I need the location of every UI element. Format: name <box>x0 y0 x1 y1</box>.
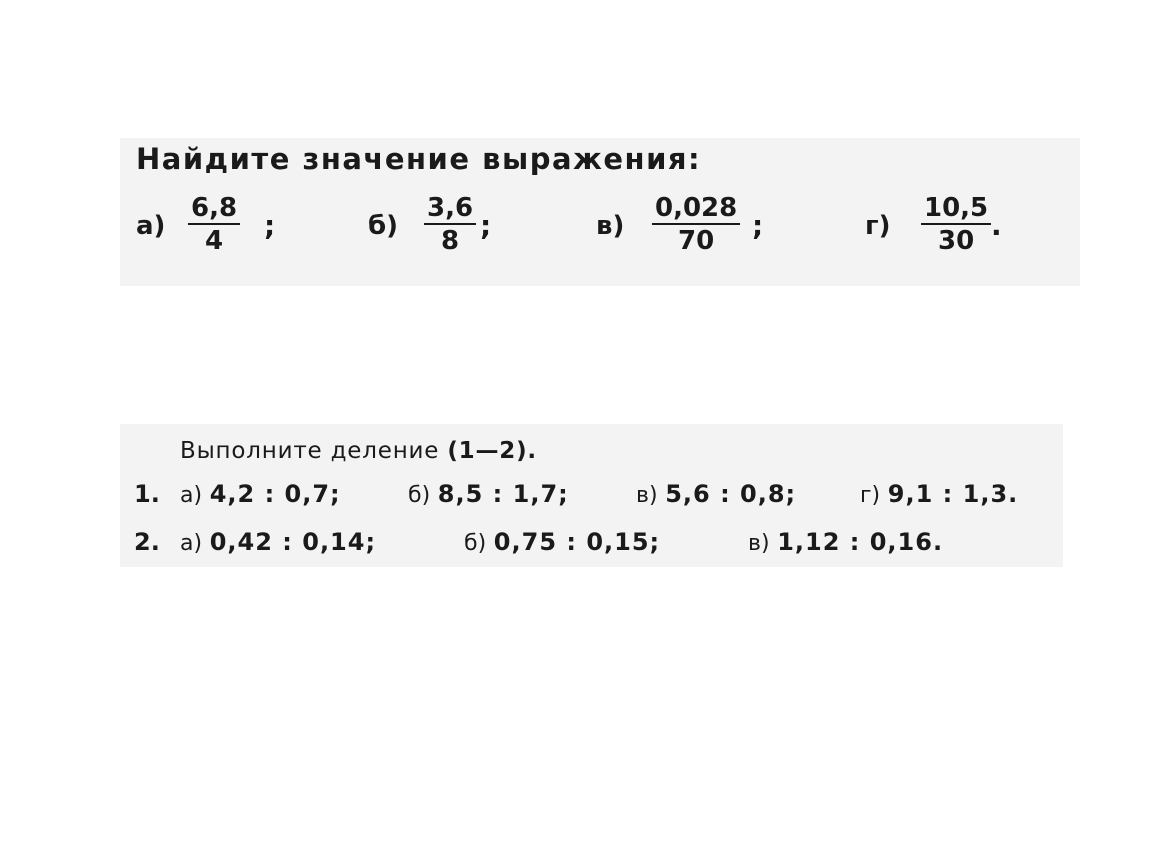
exercise-item <box>464 528 660 556</box>
item-expression: 0,75 : 0,15; <box>493 528 661 556</box>
item-expression: 4,2 : 0,7; <box>209 480 341 508</box>
fraction <box>424 193 476 257</box>
numerator: 0,028 <box>655 193 738 223</box>
item-expression: 5,6 : 0,8; <box>665 480 797 508</box>
item-label: а) <box>136 211 166 241</box>
denominator: 8 <box>440 226 460 256</box>
item-label: г) <box>865 211 891 241</box>
punctuation: ; <box>752 209 764 242</box>
item-label: б) <box>408 483 431 508</box>
task-division-title <box>180 438 537 464</box>
denominator: 70 <box>678 226 715 256</box>
exercise-row-1 <box>120 480 1063 512</box>
numerator: 6,8 <box>191 193 238 223</box>
numerator: 10,5 <box>924 193 989 223</box>
row-number: 2. <box>134 528 160 556</box>
item-expression: 0,42 : 0,14; <box>209 528 377 556</box>
exercise-item <box>180 528 376 556</box>
item-expression: 8,5 : 1,7; <box>437 480 569 508</box>
exercise-row-2 <box>120 528 1063 560</box>
item-label: б) <box>464 531 487 556</box>
item-expression: 1,12 : 0,16. <box>777 528 944 556</box>
task-fractions-title: Найдите значение выражения: <box>136 142 702 176</box>
punctuation: ; <box>264 209 276 242</box>
numerator: 3,6 <box>427 193 474 223</box>
task-fractions-block <box>120 138 1080 286</box>
item-label: в) <box>596 211 625 241</box>
fraction <box>921 193 991 257</box>
item-label: в) <box>748 531 770 556</box>
exercise-item <box>860 480 1018 508</box>
exercise-item <box>748 528 943 556</box>
item-label: а) <box>180 483 203 508</box>
item-label: г) <box>860 483 881 508</box>
denominator: 4 <box>204 226 224 256</box>
exercise-item <box>636 480 796 508</box>
punctuation: ; <box>480 209 492 242</box>
exercise-item <box>180 480 341 508</box>
exercise-item <box>408 480 569 508</box>
punctuation: . <box>991 209 1002 242</box>
item-label: б) <box>368 211 399 241</box>
fraction <box>652 193 740 257</box>
task-division-range: (1—2). <box>447 438 537 464</box>
row-number: 1. <box>134 480 160 508</box>
item-expression: 9,1 : 1,3. <box>887 480 1019 508</box>
item-label: а) <box>180 531 203 556</box>
item-label: в) <box>636 483 658 508</box>
task-division-block <box>120 424 1063 567</box>
denominator: 30 <box>937 226 975 256</box>
task-division-title-text: Выполните деление <box>180 438 440 464</box>
fraction <box>188 193 240 257</box>
